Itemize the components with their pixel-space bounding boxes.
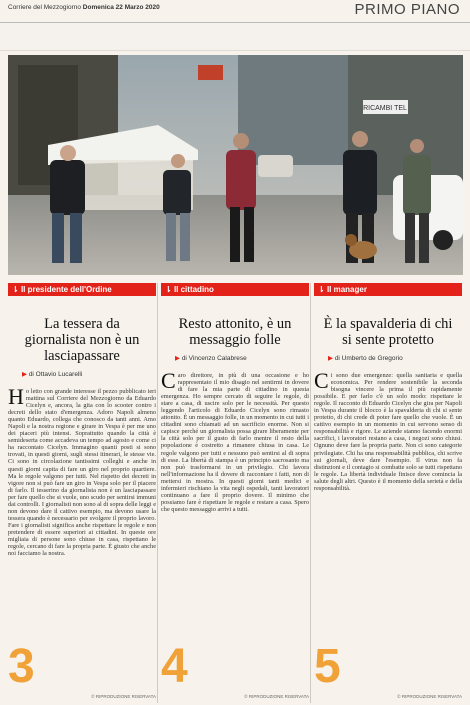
article-byline: ▶ di Umberto de Gregorio	[328, 355, 403, 362]
article-number: 3	[8, 640, 35, 693]
rubric-label: ⇂ Il presidente dell'Ordine	[8, 283, 156, 296]
article-column-2	[161, 283, 309, 701]
drop-cap: H	[8, 388, 24, 409]
section-title: PRIMO PIANO	[354, 1, 460, 18]
column-divider	[157, 283, 158, 703]
article-body: Caro direttore, in più di una occasione e ho rappresentato il mio disagio nel sentirmi in dovere di fare la mia parte di cittadino in questa emergenza. Ho sempre cercato di seguire le regole, di stare a casa, di uscire solo per le necessità. Per questo leggendo l'articolo di Eduardo Cicelyn sono rimasto attonito. È un messaggio folle, in un momento in cui tutti i cittadini sono chiamati ad un sacrificio enorme. Non si capisce perché un giornalista possa girare liberamente per la città solo per il gusto di farlo mentre il resto della popolazione è costretto a rimanere chiusa in casa. Le regole valgono per tutti e nessuno può sentirsi al di sopra di esse. La libertà di stampa è un principio sacrosanto ma non può trasformarsi in un privilegio. Chi lavora nell'informazione ha il dovere di raccontare i fatti, non di mettersi in mostra. In questi giorni tanti medici e infermieri rischiano la vita negli ospedali, tanti lavoratori continuano a fare il proprio dovere. Il minimo che possiamo fare è rispettare le regole e restare a casa. Spero che questo messaggio arrivi a tutti.	[161, 372, 309, 513]
article-body: Ci sono due emergenze: quella sanitaria e quella economica. Per rendere sostenibile la seconda bisogna vincere la prima il più rapidamente possibile. E per farlo c'è un solo modo: rispettare le regole. Il racconto di Eduardo Cicelyn che gira per Napoli in Vespa durante il blocco è la spavalderia di chi si sente protetto, di chi crede di poter fare quello che vuole. È un cattivo esempio in un momento in cui servono senso di responsabilità e rigore. Le aziende stanno facendo enormi sacrifici, i lavoratori restano a casa, i negozi sono chiusi. Ognuno deve fare la propria parte. Non ci sono categorie privilegiate. Chi ha una responsabilità pubblica, chi scrive sui giornali, deve dare l'esempio. Il virus non fa distinzioni e il contagio si combatte solo se tutti rispettano le regole. La libertà individuale finisce dove comincia la salute degli altri. Questo è il momento della serietà e della responsabilità.	[314, 372, 462, 492]
article-byline: ▶ di Vincenzo Calabrese	[175, 355, 247, 362]
copyright-note: © RIPRODUZIONE RISERVATA	[397, 694, 462, 699]
rubric-label: ⇂ Il manager	[314, 283, 462, 296]
news-photo	[8, 55, 463, 275]
article-headline: È la spavalderia di chi si sente protetto	[323, 316, 453, 348]
page-header	[0, 0, 470, 23]
header-band	[0, 23, 470, 51]
copyright-note: © RIPRODUZIONE RISERVATA	[244, 694, 309, 699]
article-byline: ▶ di Ottavio Lucarelli	[22, 371, 83, 378]
column-divider	[310, 283, 311, 703]
header-meta	[8, 4, 160, 11]
article-column-1	[8, 283, 156, 701]
article-column-3	[314, 283, 462, 701]
article-body: Ho letto con grande interesse il pezzo pubblicato ieri mattina sul Corriere del Mezzogiorno da Eduardo Cicelyn e, ancora, la gita con lo scooter contro i decreti dello stato d'emergenza. Adoro Napoli almeno quanto Eduardo, collega che conosco da tanti anni. Amo Napoli e la nostra regione e girare in Vespa è per me uno dei piaceri più intensi. Soprattutto quando la città è semideserta come accadeva un tempo ad agosto e come ci ha raccontato Cicelyn. Immagino quanti posti si sono trovati, in questi giorni, sugli stessi itinerari, le stesse vie. Ci sono in circolazione tantissimi colleghi e anche in questi giorni capita di fare un giro nel proprio quartiere. Ma le regole valgono per tutti. Nel rispetto dei decreti in vigore non si può fare un giro in Vespa solo per il piacere di farlo. Il tesserino da giornalista non è un lasciapassare per fare quello che si vuole, uno scudo per sentirsi immuni dai controlli. I giornalisti non sono al di sopra delle leggi e non devono dare il cattivo esempio, ma devono usare la tessera quando è necessario per svolgere il proprio lavoro. Fare i giornalisti significa anche rispettare le regole e non pretendere di essere superiori ai cittadini. In queste ore migliaia di persone sono chiuse in casa, rispettano le regole, cercano di fare la propria parte. È giusto che anche noi facciamo la nostra.	[8, 388, 156, 558]
article-headline: Resto attonito, è un messaggio folle	[178, 316, 292, 348]
drop-cap: C	[161, 372, 176, 393]
rubric-label: ⇂ Il cittadino	[161, 283, 309, 296]
street-scene-image	[8, 55, 463, 275]
article-number: 5	[314, 640, 341, 693]
article-headline: La tessera da giornalista non è un lasciapassare	[24, 316, 140, 364]
issue-date: Domenica 22 Marzo 2020	[82, 4, 160, 11]
shop-sign-text: RICAMBI TEL	[363, 105, 407, 112]
publication-name: Corriere del Mezzogiorno	[8, 4, 81, 11]
drop-cap: C	[314, 372, 329, 393]
copyright-note: © RIPRODUZIONE RISERVATA	[91, 694, 156, 699]
article-number: 4	[161, 640, 188, 693]
